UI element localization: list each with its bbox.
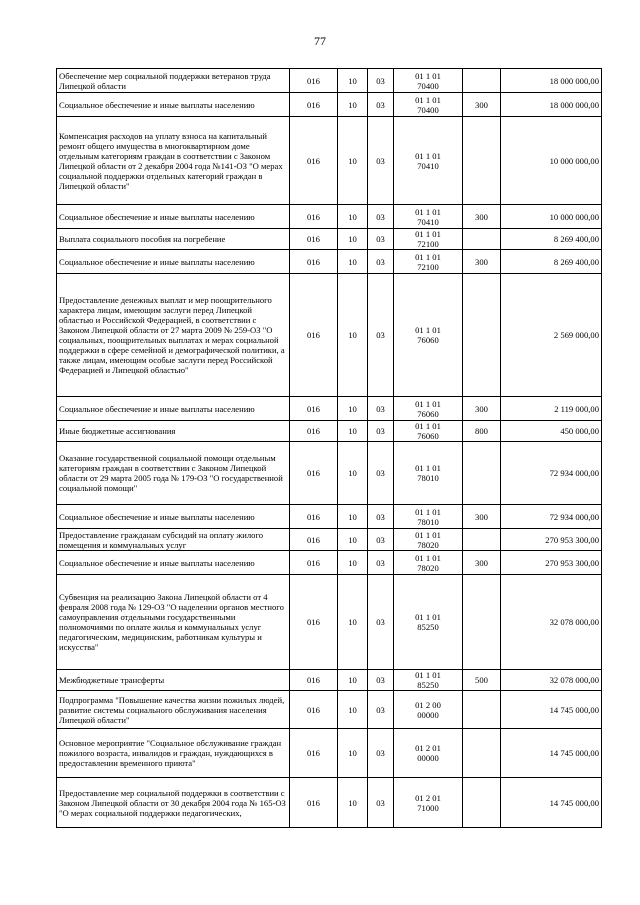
row-subsection: 03 bbox=[368, 69, 394, 93]
row-code: 016 bbox=[290, 69, 338, 93]
row-sum: 72 934 000,00 bbox=[501, 442, 602, 505]
row-csr: 01 1 01 76060 bbox=[394, 274, 463, 397]
row-vr: 300 bbox=[463, 250, 501, 274]
row-code: 016 bbox=[290, 729, 338, 778]
row-section: 10 bbox=[338, 575, 368, 670]
row-name: Подпрограмма "Повышение качества жизни пожилых людей, развитие системы социального обслуживания населения Липецкой области" bbox=[57, 691, 290, 729]
row-name: Социальное обеспечение и иные выплаты населению bbox=[57, 93, 290, 117]
row-section: 10 bbox=[338, 729, 368, 778]
row-code: 016 bbox=[290, 670, 338, 691]
row-vr: 300 bbox=[463, 505, 501, 529]
row-vr: 300 bbox=[463, 397, 501, 421]
row-name: Иные бюджетные ассигнования bbox=[57, 421, 290, 442]
row-section: 10 bbox=[338, 93, 368, 117]
table-row bbox=[57, 551, 602, 575]
row-name: Субвенция на реализацию Закона Липецкой области от 4 февраля 2008 года № 129-ОЗ "О наделении органов местного самоуправления отдельными государственными полномочиями по оплате жилья и коммунальных услуг педагогическим, медицинским, работникам культуры и искусства" bbox=[57, 575, 290, 670]
row-name: Выплата социального пособия на погребение bbox=[57, 229, 290, 250]
row-subsection: 03 bbox=[368, 397, 394, 421]
row-sum: 72 934 000,00 bbox=[501, 505, 602, 529]
table-row bbox=[57, 397, 602, 421]
row-section: 10 bbox=[338, 442, 368, 505]
row-csr: 01 1 01 70410 bbox=[394, 205, 463, 229]
table-row bbox=[57, 205, 602, 229]
row-csr: 01 1 01 78010 bbox=[394, 442, 463, 505]
row-name: Социальное обеспечение и иные выплаты населению bbox=[57, 205, 290, 229]
row-sum: 2 119 000,00 bbox=[501, 397, 602, 421]
row-code: 016 bbox=[290, 93, 338, 117]
table-row bbox=[57, 442, 602, 505]
row-section: 10 bbox=[338, 421, 368, 442]
table-row bbox=[57, 117, 602, 205]
row-sum: 10 000 000,00 bbox=[501, 117, 602, 205]
row-sum: 8 269 400,00 bbox=[501, 229, 602, 250]
row-vr bbox=[463, 442, 501, 505]
table-row bbox=[57, 505, 602, 529]
row-section: 10 bbox=[338, 250, 368, 274]
row-subsection: 03 bbox=[368, 421, 394, 442]
row-code: 016 bbox=[290, 442, 338, 505]
row-csr: 01 1 01 76060 bbox=[394, 397, 463, 421]
row-code: 016 bbox=[290, 421, 338, 442]
row-code: 016 bbox=[290, 505, 338, 529]
row-vr: 500 bbox=[463, 670, 501, 691]
row-vr bbox=[463, 69, 501, 93]
row-name: Обеспечение мер социальной поддержки ветеранов труда Липецкой области bbox=[57, 69, 290, 93]
row-subsection: 03 bbox=[368, 250, 394, 274]
row-code: 016 bbox=[290, 250, 338, 274]
row-sum: 270 953 300,00 bbox=[501, 529, 602, 551]
row-csr: 01 1 01 72100 bbox=[394, 229, 463, 250]
row-section: 10 bbox=[338, 117, 368, 205]
table-row bbox=[57, 421, 602, 442]
row-code: 016 bbox=[290, 551, 338, 575]
row-sum: 32 078 000,00 bbox=[501, 670, 602, 691]
row-name: Социальное обеспечение и иные выплаты населению bbox=[57, 250, 290, 274]
row-csr: 01 1 01 72100 bbox=[394, 250, 463, 274]
row-section: 10 bbox=[338, 205, 368, 229]
row-name: Социальное обеспечение и иные выплаты населению bbox=[57, 505, 290, 529]
row-subsection: 03 bbox=[368, 442, 394, 505]
row-subsection: 03 bbox=[368, 691, 394, 729]
row-csr: 01 1 01 85250 bbox=[394, 575, 463, 670]
row-vr bbox=[463, 575, 501, 670]
row-section: 10 bbox=[338, 778, 368, 828]
table-row bbox=[57, 93, 602, 117]
row-sum: 14 745 000,00 bbox=[501, 729, 602, 778]
table-row bbox=[57, 778, 602, 828]
row-name: Предоставление гражданам субсидий на оплату жилого помещения и коммунальных услуг bbox=[57, 529, 290, 551]
row-subsection: 03 bbox=[368, 529, 394, 551]
row-csr: 01 1 01 78010 bbox=[394, 505, 463, 529]
row-csr: 01 1 01 78020 bbox=[394, 529, 463, 551]
row-section: 10 bbox=[338, 670, 368, 691]
row-vr bbox=[463, 691, 501, 729]
row-sum: 270 953 300,00 bbox=[501, 551, 602, 575]
row-vr bbox=[463, 729, 501, 778]
row-csr: 01 2 00 00000 bbox=[394, 691, 463, 729]
row-csr: 01 1 01 85250 bbox=[394, 670, 463, 691]
row-subsection: 03 bbox=[368, 117, 394, 205]
table-row bbox=[57, 729, 602, 778]
row-subsection: 03 bbox=[368, 505, 394, 529]
row-code: 016 bbox=[290, 397, 338, 421]
row-subsection: 03 bbox=[368, 729, 394, 778]
row-subsection: 03 bbox=[368, 551, 394, 575]
row-name: Межбюджетные трансферты bbox=[57, 670, 290, 691]
row-name: Социальное обеспечение и иные выплаты населению bbox=[57, 551, 290, 575]
row-section: 10 bbox=[338, 274, 368, 397]
row-csr: 01 1 01 78020 bbox=[394, 551, 463, 575]
row-vr: 300 bbox=[463, 551, 501, 575]
row-code: 016 bbox=[290, 575, 338, 670]
budget-table bbox=[56, 68, 602, 828]
row-code: 016 bbox=[290, 205, 338, 229]
table-row bbox=[57, 575, 602, 670]
row-sum: 18 000 000,00 bbox=[501, 69, 602, 93]
table-row bbox=[57, 670, 602, 691]
row-csr: 01 2 01 00000 bbox=[394, 729, 463, 778]
row-vr bbox=[463, 117, 501, 205]
row-name: Предоставление денежных выплат и мер поощрительного характера лицам, имеющим заслуги перед Липецкой областью и Российской Федерацией, в соответствии с Законом Липецкой области от 27 марта 2009 № 259-ОЗ "О социальных, поощрительных выплатах и мерах социальной поддержки в сфере семейной и демографической политики, а также лицам, имеющим особые заслуги перед Российской Федерацией и Липецкой областью" bbox=[57, 274, 290, 397]
row-code: 016 bbox=[290, 117, 338, 205]
row-subsection: 03 bbox=[368, 778, 394, 828]
row-subsection: 03 bbox=[368, 229, 394, 250]
row-code: 016 bbox=[290, 529, 338, 551]
row-vr bbox=[463, 778, 501, 828]
row-section: 10 bbox=[338, 551, 368, 575]
table-row bbox=[57, 229, 602, 250]
table-row bbox=[57, 274, 602, 397]
row-name: Компенсация расходов на уплату взноса на капитальный ремонт общего имущества в многоквартирном доме отдельным категориям граждан в соответствии с Законом Липецкой области от 2 декабря 2004 года №141-ОЗ "О мерах социальной поддержки отдельных категорий граждан в Липецкой области" bbox=[57, 117, 290, 205]
row-section: 10 bbox=[338, 691, 368, 729]
table-row bbox=[57, 691, 602, 729]
row-sum: 32 078 000,00 bbox=[501, 575, 602, 670]
row-sum: 18 000 000,00 bbox=[501, 93, 602, 117]
row-subsection: 03 bbox=[368, 274, 394, 397]
table-row bbox=[57, 250, 602, 274]
row-subsection: 03 bbox=[368, 93, 394, 117]
row-name: Оказание государственной социальной помощи отдельным категориям граждан в соответствии с Законом Липецкой области от 29 марта 2005 года № 179-ОЗ "О государственной социальной помощи" bbox=[57, 442, 290, 505]
page-number: 77 bbox=[314, 34, 326, 48]
row-code: 016 bbox=[290, 274, 338, 397]
row-name: Социальное обеспечение и иные выплаты населению bbox=[57, 397, 290, 421]
row-vr bbox=[463, 229, 501, 250]
row-name: Основное мероприятие "Социальное обслуживание граждан пожилого возраста, инвалидов и граждан, нуждающихся в предоставлении временного приюта" bbox=[57, 729, 290, 778]
row-csr: 01 1 01 70400 bbox=[394, 69, 463, 93]
row-section: 10 bbox=[338, 529, 368, 551]
row-sum: 14 745 000,00 bbox=[501, 778, 602, 828]
table-row bbox=[57, 529, 602, 551]
row-code: 016 bbox=[290, 229, 338, 250]
row-subsection: 03 bbox=[368, 575, 394, 670]
row-sum: 2 569 000,00 bbox=[501, 274, 602, 397]
row-subsection: 03 bbox=[368, 205, 394, 229]
row-code: 016 bbox=[290, 778, 338, 828]
row-sum: 450 000,00 bbox=[501, 421, 602, 442]
row-code: 016 bbox=[290, 691, 338, 729]
row-vr: 300 bbox=[463, 93, 501, 117]
row-sum: 14 745 000,00 bbox=[501, 691, 602, 729]
row-section: 10 bbox=[338, 69, 368, 93]
row-sum: 8 269 400,00 bbox=[501, 250, 602, 274]
row-vr bbox=[463, 274, 501, 397]
row-csr: 01 1 01 70400 bbox=[394, 93, 463, 117]
table-row bbox=[57, 69, 602, 93]
row-vr bbox=[463, 529, 501, 551]
row-csr: 01 1 01 70410 bbox=[394, 117, 463, 205]
row-csr: 01 2 01 71000 bbox=[394, 778, 463, 828]
row-vr: 800 bbox=[463, 421, 501, 442]
row-name: Предоставление мер социальной поддержки в соответствии с Законом Липецкой области от 30 декабря 2004 года № 165-ОЗ "О мерах социальной поддержки педагогических, bbox=[57, 778, 290, 828]
row-section: 10 bbox=[338, 397, 368, 421]
row-csr: 01 1 01 76060 bbox=[394, 421, 463, 442]
row-vr: 300 bbox=[463, 205, 501, 229]
row-section: 10 bbox=[338, 505, 368, 529]
row-section: 10 bbox=[338, 229, 368, 250]
row-subsection: 03 bbox=[368, 670, 394, 691]
row-sum: 10 000 000,00 bbox=[501, 205, 602, 229]
